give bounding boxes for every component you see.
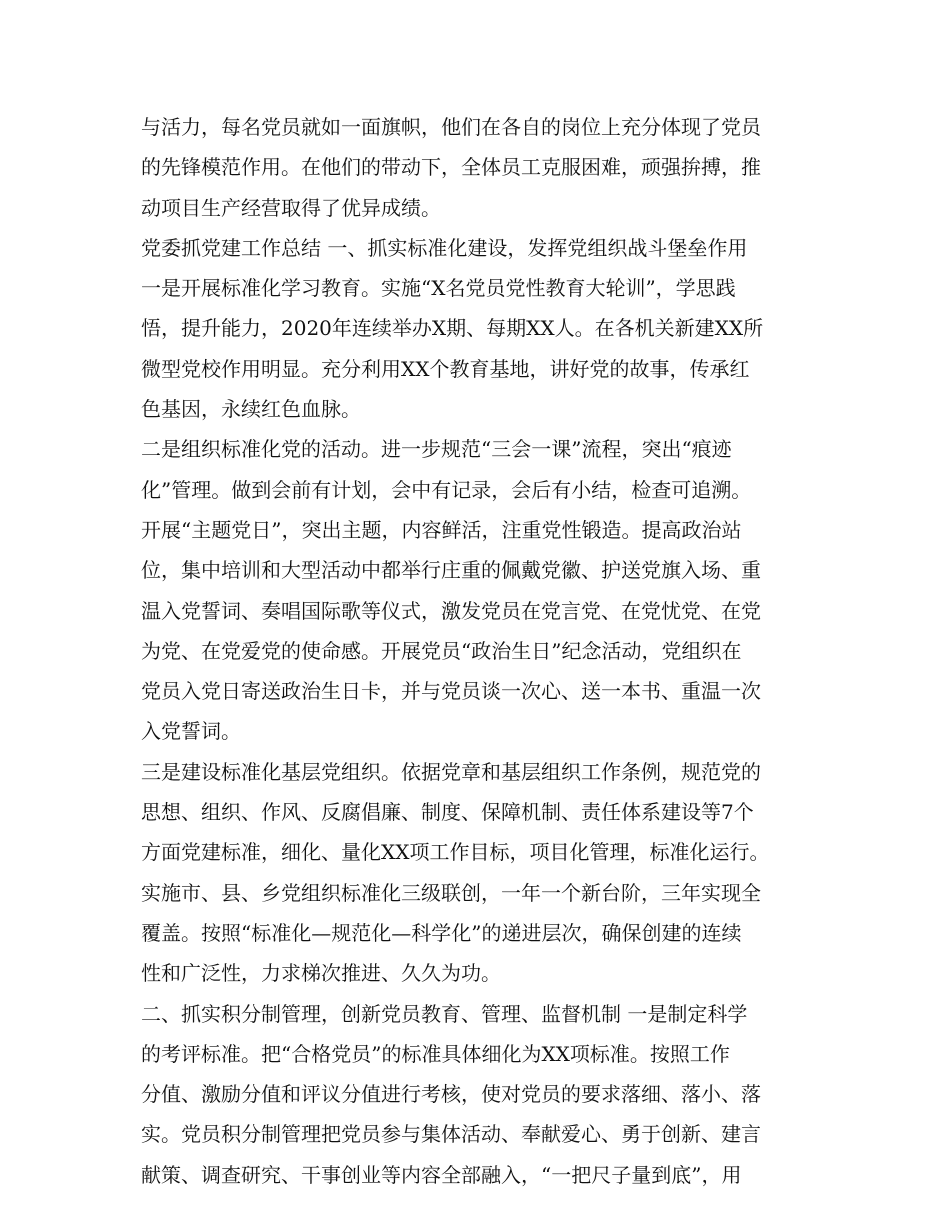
text-line: 的考评标准。把“合格党员”的标准具体细化为XX项标准。按照工作	[141, 1041, 730, 1066]
text-line: 与活力，每名党员就如一面旗帜，他们在各自的岗位上充分体现了党员	[141, 115, 761, 139]
text-line: 位，集中培训和大型活动中都举行庄重的佩戴党徽、护送党旗入场、重	[141, 558, 761, 583]
text-line: 入党誓词。	[141, 719, 241, 744]
text-line: 的先锋模范作用。在他们的带动下，全体员工克服困难，顽强拚搏，推	[141, 155, 761, 180]
text-line: 方面党建标准，细化、量化XX项工作目标，项目化管理，标准化运行。	[141, 840, 770, 865]
text-line: 为党、在党爱党的使命感。开展党员“政治生日”纪念活动，党组织在	[141, 638, 742, 663]
text-line: 色基因，永续红色血脉。	[141, 397, 361, 422]
text-line: 献策、调查研究、干事创业等内容全部融入，“一把尺子量到底”，用	[141, 1162, 742, 1187]
document-body	[141, 107, 821, 1195]
text-line: 一是开展标准化学习教育。实施“X名党员党性教育大轮训”，学思践	[141, 276, 736, 301]
text-line: 性和广泛性，力求梯次推进、久久为功。	[141, 961, 501, 986]
text-line: 分值、激励分值和评议分值进行考核，使对党员的要求落细、落小、落	[141, 1082, 761, 1107]
text-line: 微型党校作用明显。充分利用XX个教育基地，讲好党的故事，传承红	[141, 356, 750, 381]
text-line: 思想、组织、作风、反腐倡廉、制度、保障机制、责任体系建设等7个	[141, 800, 754, 825]
text-line: 悟，提升能力，2020年连续举办X期、每期XX人。在各机关新建XX所	[141, 316, 764, 341]
text-line: 二、抓实积分制管理，创新党员教育、管理、监督机制 一是制定科学	[141, 1001, 748, 1026]
text-line: 党委抓党建工作总结 一、抓实标准化建设，发挥党组织战斗堡垒作用	[141, 235, 748, 260]
text-line: 三是建设标准化基层党组织。依据党章和基层组织工作条例，规范党的	[141, 759, 761, 784]
text-line: 温入党誓词、奏唱国际歌等仪式，激发党员在党言党、在党忧党、在党	[141, 598, 761, 623]
text-line: 党员入党日寄送政治生日卡，并与党员谈一次心、送一本书、重温一次	[141, 679, 761, 704]
text-line: 化”管理。做到会前有计划，会中有记录，会后有小结，检查可追溯。	[141, 477, 752, 502]
text-line: 开展“主题党日”，突出主题，内容鲜活，注重党性锻造。提高政治站	[141, 517, 742, 542]
text-line: 动项目生产经营取得了优异成绩。	[141, 195, 441, 220]
text-line: 覆盖。按照“标准化—规范化—科学化”的递进层次，确保创建的连续	[141, 920, 742, 945]
text-line: 实。党员积分制管理把党员参与集体活动、奉献爱心、勇于创新、建言	[141, 1122, 761, 1147]
text-line: 实施市、县、乡党组织标准化三级联创，一年一个新台阶，三年实现全	[141, 880, 761, 905]
text-line: 二是组织标准化党的活动。进一步规范“三会一课”流程，突出“痕迹	[141, 437, 732, 462]
